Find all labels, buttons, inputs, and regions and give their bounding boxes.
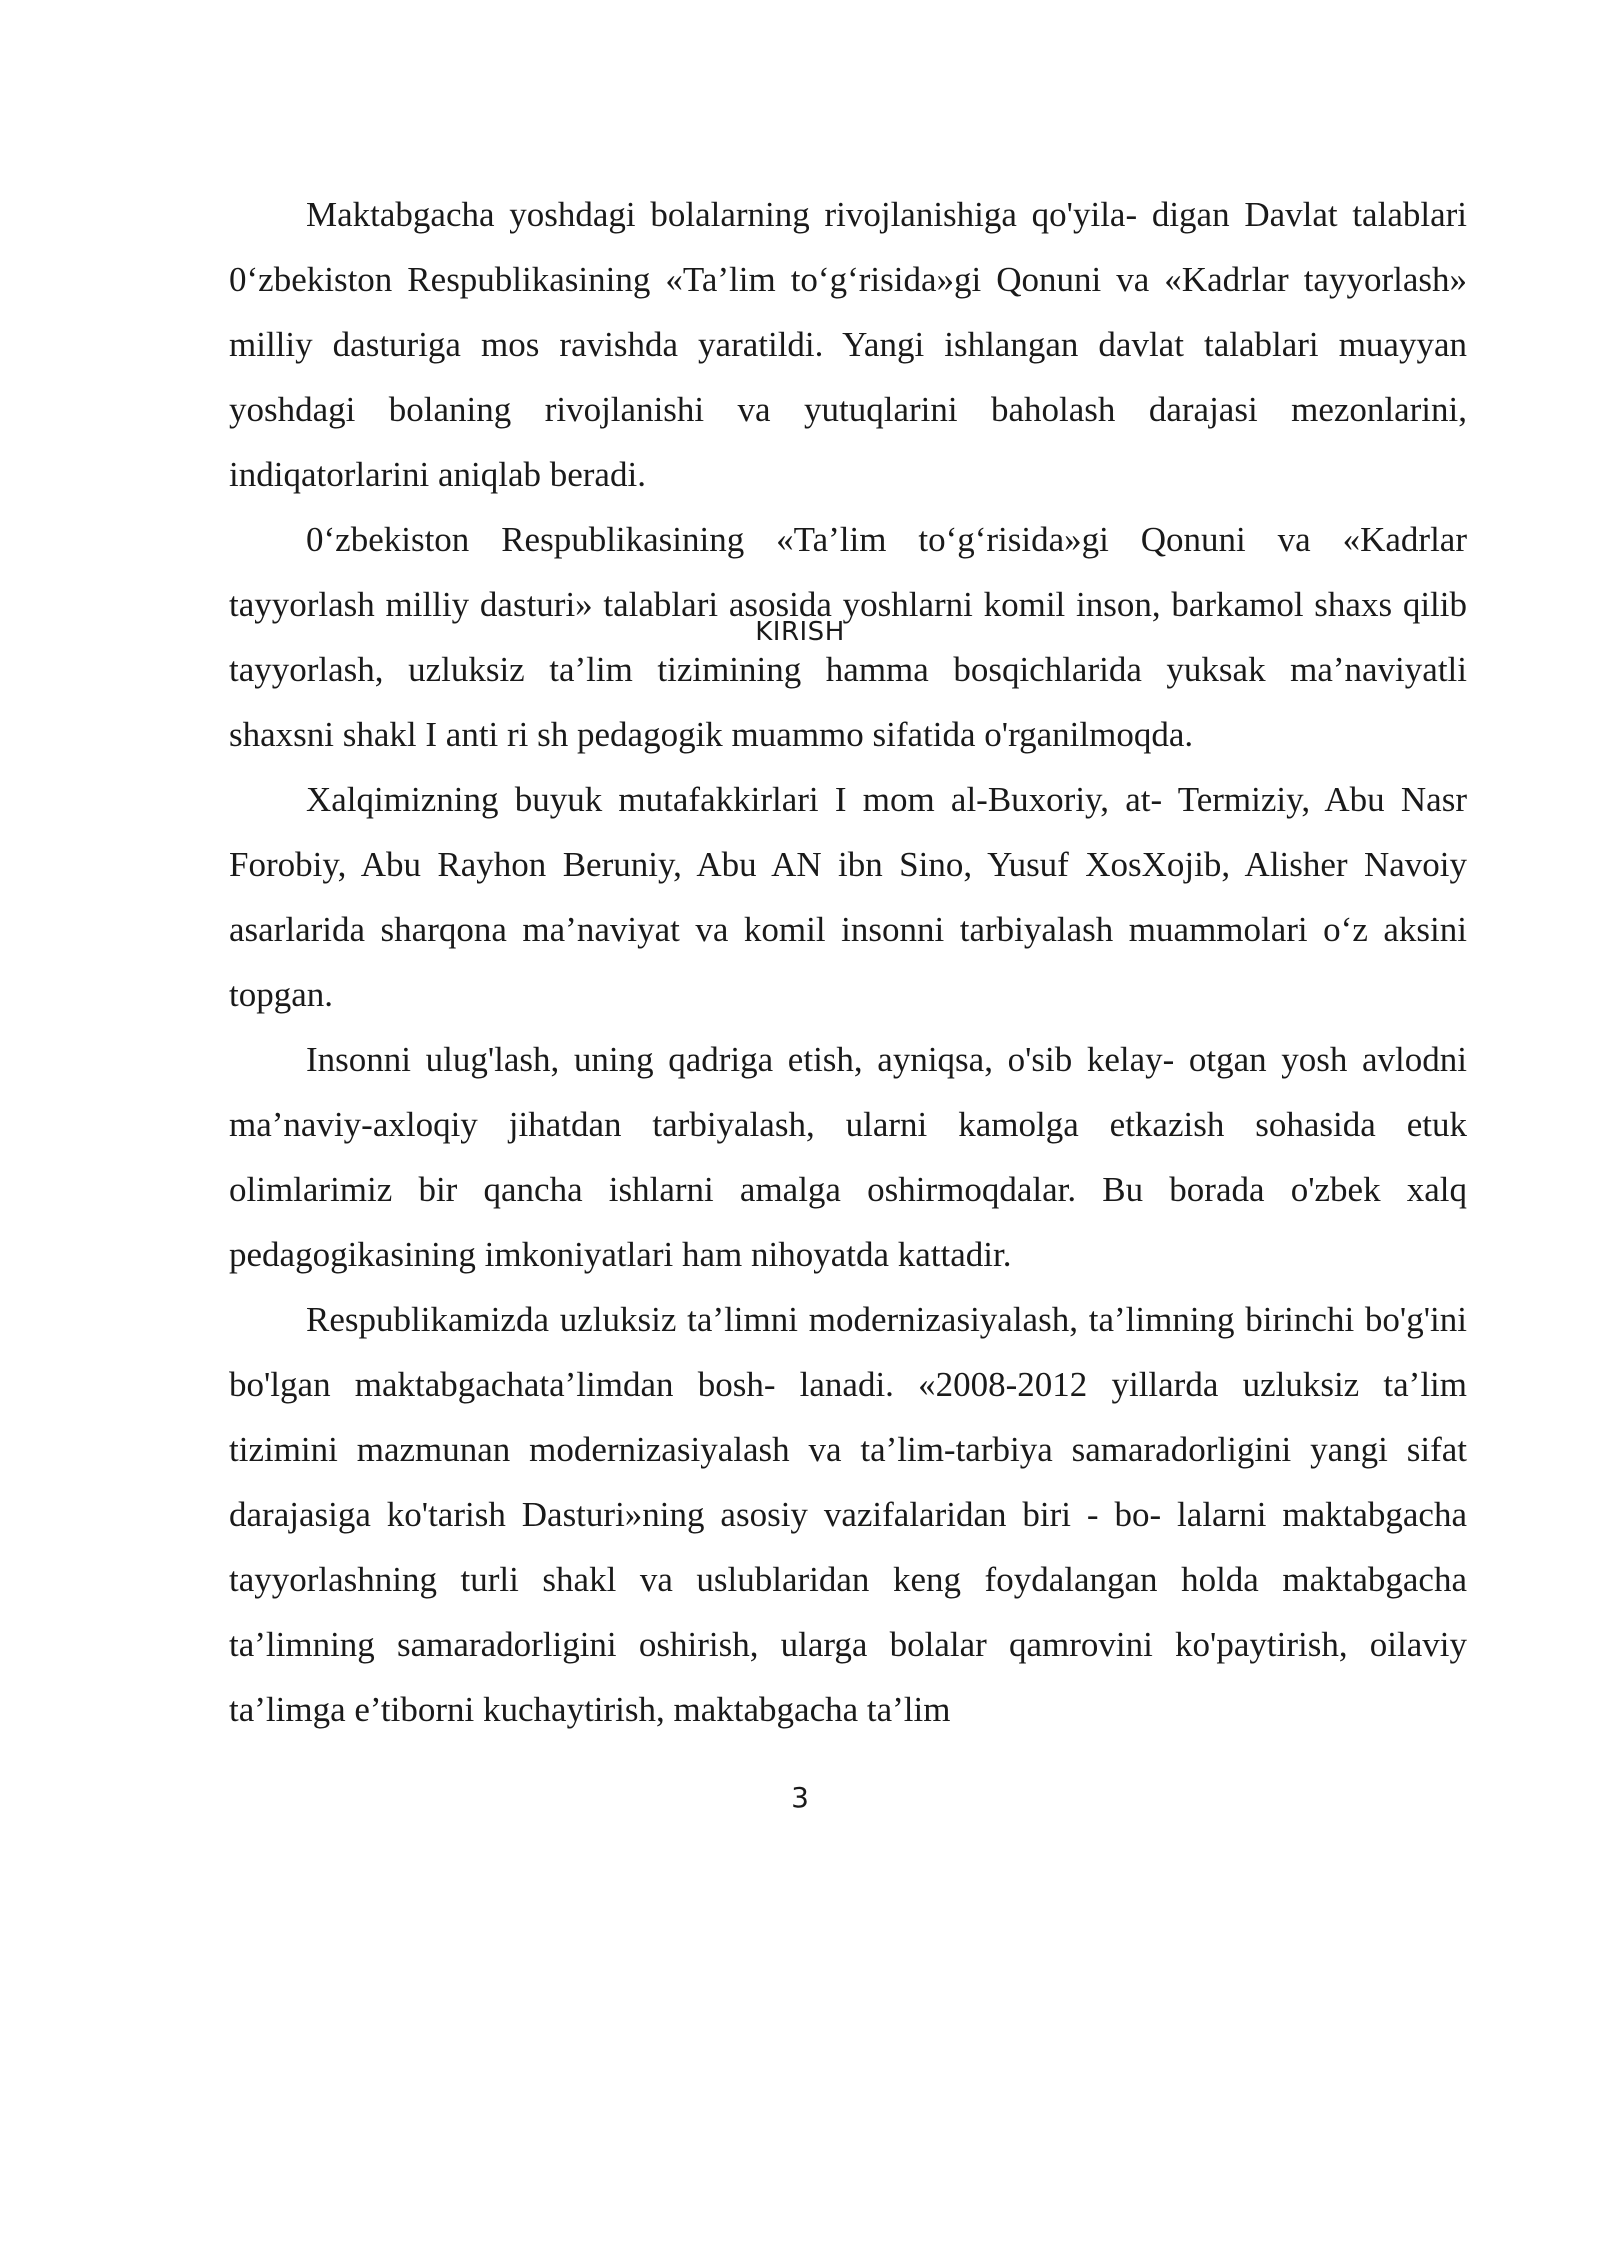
paragraph: Xalqimizning buyuk mutafakkirlari I mom al-Buxoriy, at- Termiziy, Abu Nasr Forobiy, Abu Rayhon Beruniy, Abu AN ibn Sino, Yusuf XosXojib, Alisher Navoiy asarlarida sharqona ma’naviyat va komil insonni tarbiyalash muammolari o‘z aksini topgan. [229, 780, 1467, 1014]
page-number: 3 [791, 1781, 809, 1814]
paragraph: Maktabgacha yoshdagi bolalarning rivojlanishiga qo'yila- digan Davlat talablari 0‘zbekiston Respublikasining «Ta’lim to‘g‘risida»gi Qonuni va «Kadrlar tayyorlash» milliy dasturiga mos ravishda yaratildi. Yangi ishlangan davlat talablari muayyan yoshdagi bolaning rivojlanishi va yutuqlarini baholash darajasi mezonlarini, indiqatorlarini aniqlab beradi. [229, 195, 1467, 494]
section-heading: KIRISH [755, 617, 845, 647]
paragraph: Respublikamizda uzluksiz ta’limni modernizasiyalash, ta’limning birinchi bo'g'ini bo'lgan maktabgachata’limdan bosh- lanadi. «2008-2012 yillarda uzluksiz ta’lim tizimini mazmunan modernizasiyalash va ta’lim-tarbiya samaradorligini yangi sifat darajasiga ko'tarish Dasturi»ning asosiy vazifalaridan biri - bo- lalarni maktabgacha tayyorlashning turli shakl va uslublaridan keng foydalangan holda maktabgacha ta’limning samaradorligini oshirish, ularga bolalar qamrovini ko'paytirish, oilaviy ta’limga e’tiborni kuchaytirish, maktabgacha ta’lim [229, 1300, 1467, 1729]
paragraph: 0‘zbekiston Respublikasining «Ta’lim to‘g‘risida»gi Qonuni va «Kadrlar tayyorlash milliy dasturi» talablari asosida yoshlarni komil inson, barkamol shaxs qilib tayyorlash, uzluksiz ta’lim tizimining hamma bosqichlarida yuksak ma’naviyatli shaxsni shakl I anti ri sh pedagogik muammo sifatida o'rganilmoqda. [229, 520, 1467, 754]
document-body [229, 182, 1467, 1742]
paragraph: Insonni ulug'lash, uning qadriga etish, ayniqsa, o'sib kelay- otgan yosh avlodni ma’naviy-axloqiy jihatdan tarbiyalash, ularni kamolga etkazish sohasida etuk olimlarimiz bir qancha ishlarni amalga oshirmoqdalar. Bu borada o'zbek xalq pedagogikasining imkoniyatlari ham nihoyatda kattadir. [229, 1040, 1467, 1274]
